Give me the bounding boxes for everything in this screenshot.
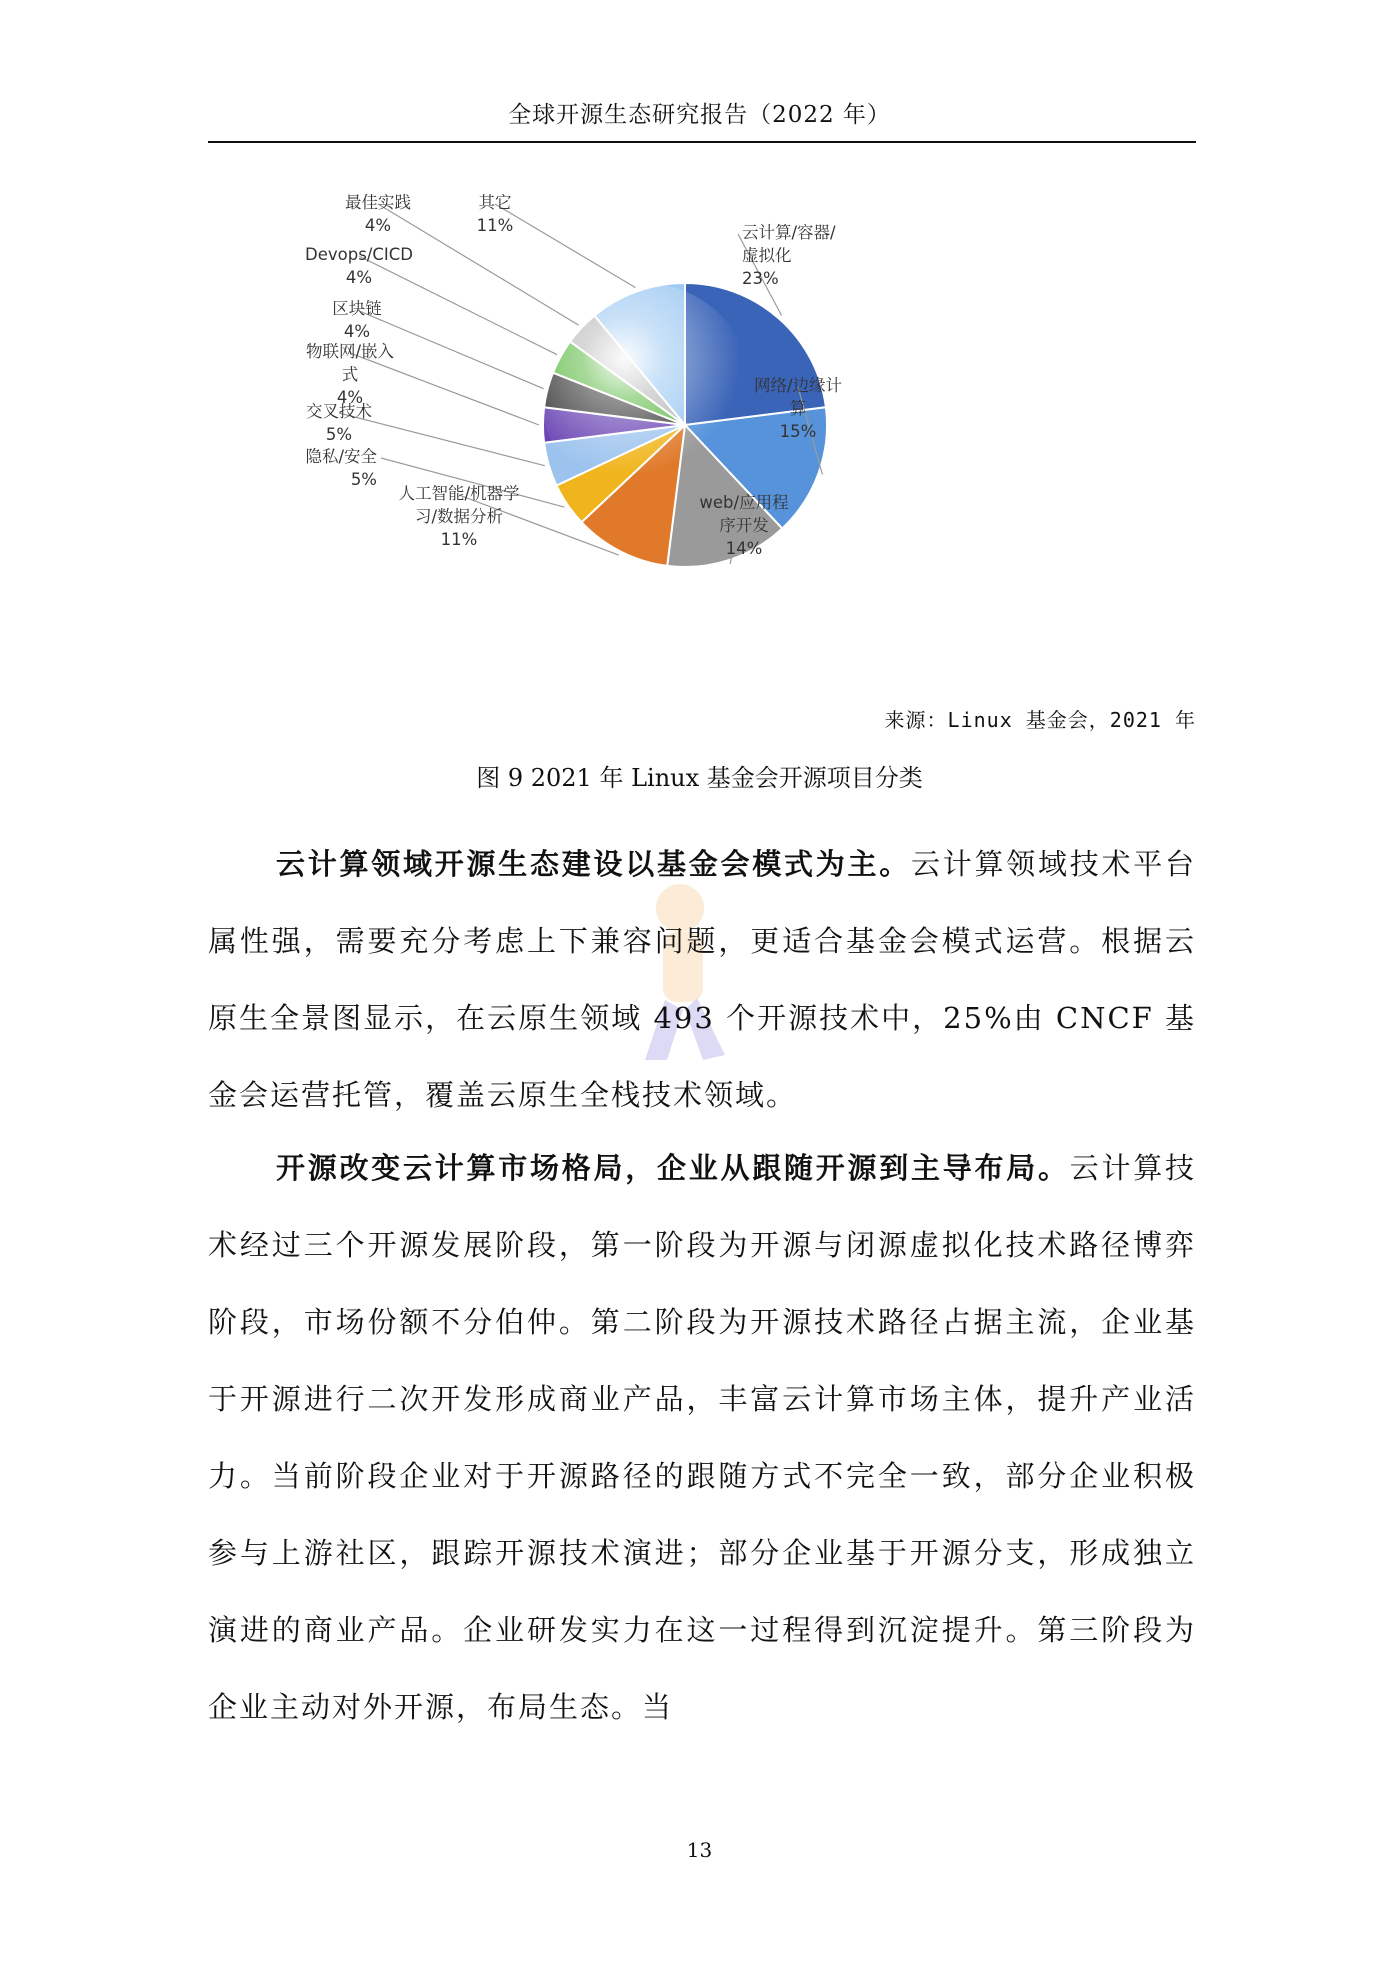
pie-chart bbox=[305, 190, 1050, 680]
paragraph-cloud-market bbox=[208, 1130, 1196, 1746]
slice-label-line: Devops/CICD bbox=[305, 245, 413, 264]
slice-label-line: 5% bbox=[325, 425, 353, 444]
chart-source: 来源：Linux 基金会，2021 年 bbox=[884, 708, 1196, 732]
slice-label-line: 人工智能/机器学 bbox=[398, 484, 520, 503]
slice-label-line: 15% bbox=[779, 422, 817, 441]
slice-label-line: 4% bbox=[364, 216, 392, 235]
slice-label-line: 隐私/安全 bbox=[305, 447, 377, 466]
slice-label-line: 4% bbox=[336, 388, 364, 407]
slice-label-line: 其它 bbox=[478, 193, 512, 212]
slice-label-line: 交叉技术 bbox=[306, 402, 372, 421]
slice-label-line: 23% bbox=[742, 269, 779, 288]
paragraph-cloud-foundation bbox=[208, 826, 1196, 1134]
slice-label bbox=[306, 342, 395, 407]
slice-label-line: 5% bbox=[350, 470, 377, 489]
paragraph-lead: 开源改变云计算市场格局，企业从跟随开源到主导布局。 bbox=[276, 1151, 1070, 1185]
slice-label bbox=[398, 484, 519, 549]
figure-caption: 图 9 2021 年 Linux 基金会开源项目分类 bbox=[476, 764, 923, 792]
paragraph-text: 云计算领域技术平台属性强，需要充分考虑上下兼容问题，更适合基金会模式运营。根据云原生全景图显示，在云原生领域 493 个开源技术中，25%由 CNCF 基金会运营托管，覆盖云原生全栈技术领域。 bbox=[208, 847, 1196, 1112]
slice-label-line: 14% bbox=[725, 539, 763, 558]
slice-label bbox=[306, 402, 373, 444]
slice-label-line: web/应用程 bbox=[699, 493, 789, 512]
page-header: 全球开源生态研究报告（2022 年） bbox=[508, 102, 891, 128]
leader-line bbox=[350, 353, 539, 425]
slice-label-line: 云计算/容器/ bbox=[742, 223, 836, 242]
slice-label-line: 4% bbox=[343, 322, 371, 341]
slice-label-line: 11% bbox=[440, 530, 478, 549]
slice-label-line: 区块链 bbox=[332, 299, 382, 318]
pie-highlight bbox=[539, 284, 752, 497]
leader-line bbox=[359, 256, 557, 355]
slice-label-line: 式 bbox=[341, 365, 359, 384]
slice-label bbox=[305, 245, 413, 287]
slice-label-line: 虚拟化 bbox=[742, 246, 792, 265]
paragraph-text: 云计算技术经过三个开源发展阶段，第一阶段为开源与闭源虚拟化技术路径博弈阶段，市场份额不分伯仲。第二阶段为开源技术路径占据主流，企业基于开源进行二次开发形成商业产品，丰富云计算市场主体，提升产业活力。当前阶段企业对于开源路径的跟随方式不完全一致，部分企业积极参与上游社区，跟踪开源技术演进；部分企业基于开源分支，形成独立演进的商业产品。企业研发实力在这一过程得到沉淀提升。第三阶段为企业主动对外开源，布局生态。当 bbox=[208, 1151, 1196, 1724]
slice-label bbox=[345, 193, 411, 235]
slice-label-line: 算 bbox=[789, 399, 807, 418]
header-divider bbox=[208, 141, 1196, 143]
slice-label bbox=[305, 447, 377, 489]
slice-label-line: 序开发 bbox=[719, 516, 769, 535]
slice-label-line: 11% bbox=[476, 216, 514, 235]
slice-label-line: 最佳实践 bbox=[345, 193, 411, 212]
slice-label-line: 网络/边缘计 bbox=[753, 376, 843, 395]
slice-label bbox=[332, 299, 382, 341]
slice-label-line: 物联网/嵌入 bbox=[305, 342, 395, 361]
slice-label bbox=[742, 223, 836, 288]
paragraph-lead: 云计算领域开源生态建设以基金会模式为主。 bbox=[276, 847, 911, 881]
slice-label-line: 4% bbox=[345, 268, 373, 287]
leader-line bbox=[495, 204, 636, 288]
slice-label bbox=[477, 193, 514, 235]
page-number: 13 bbox=[686, 1838, 713, 1862]
slice-label-line: 习/数据分析 bbox=[414, 507, 504, 526]
